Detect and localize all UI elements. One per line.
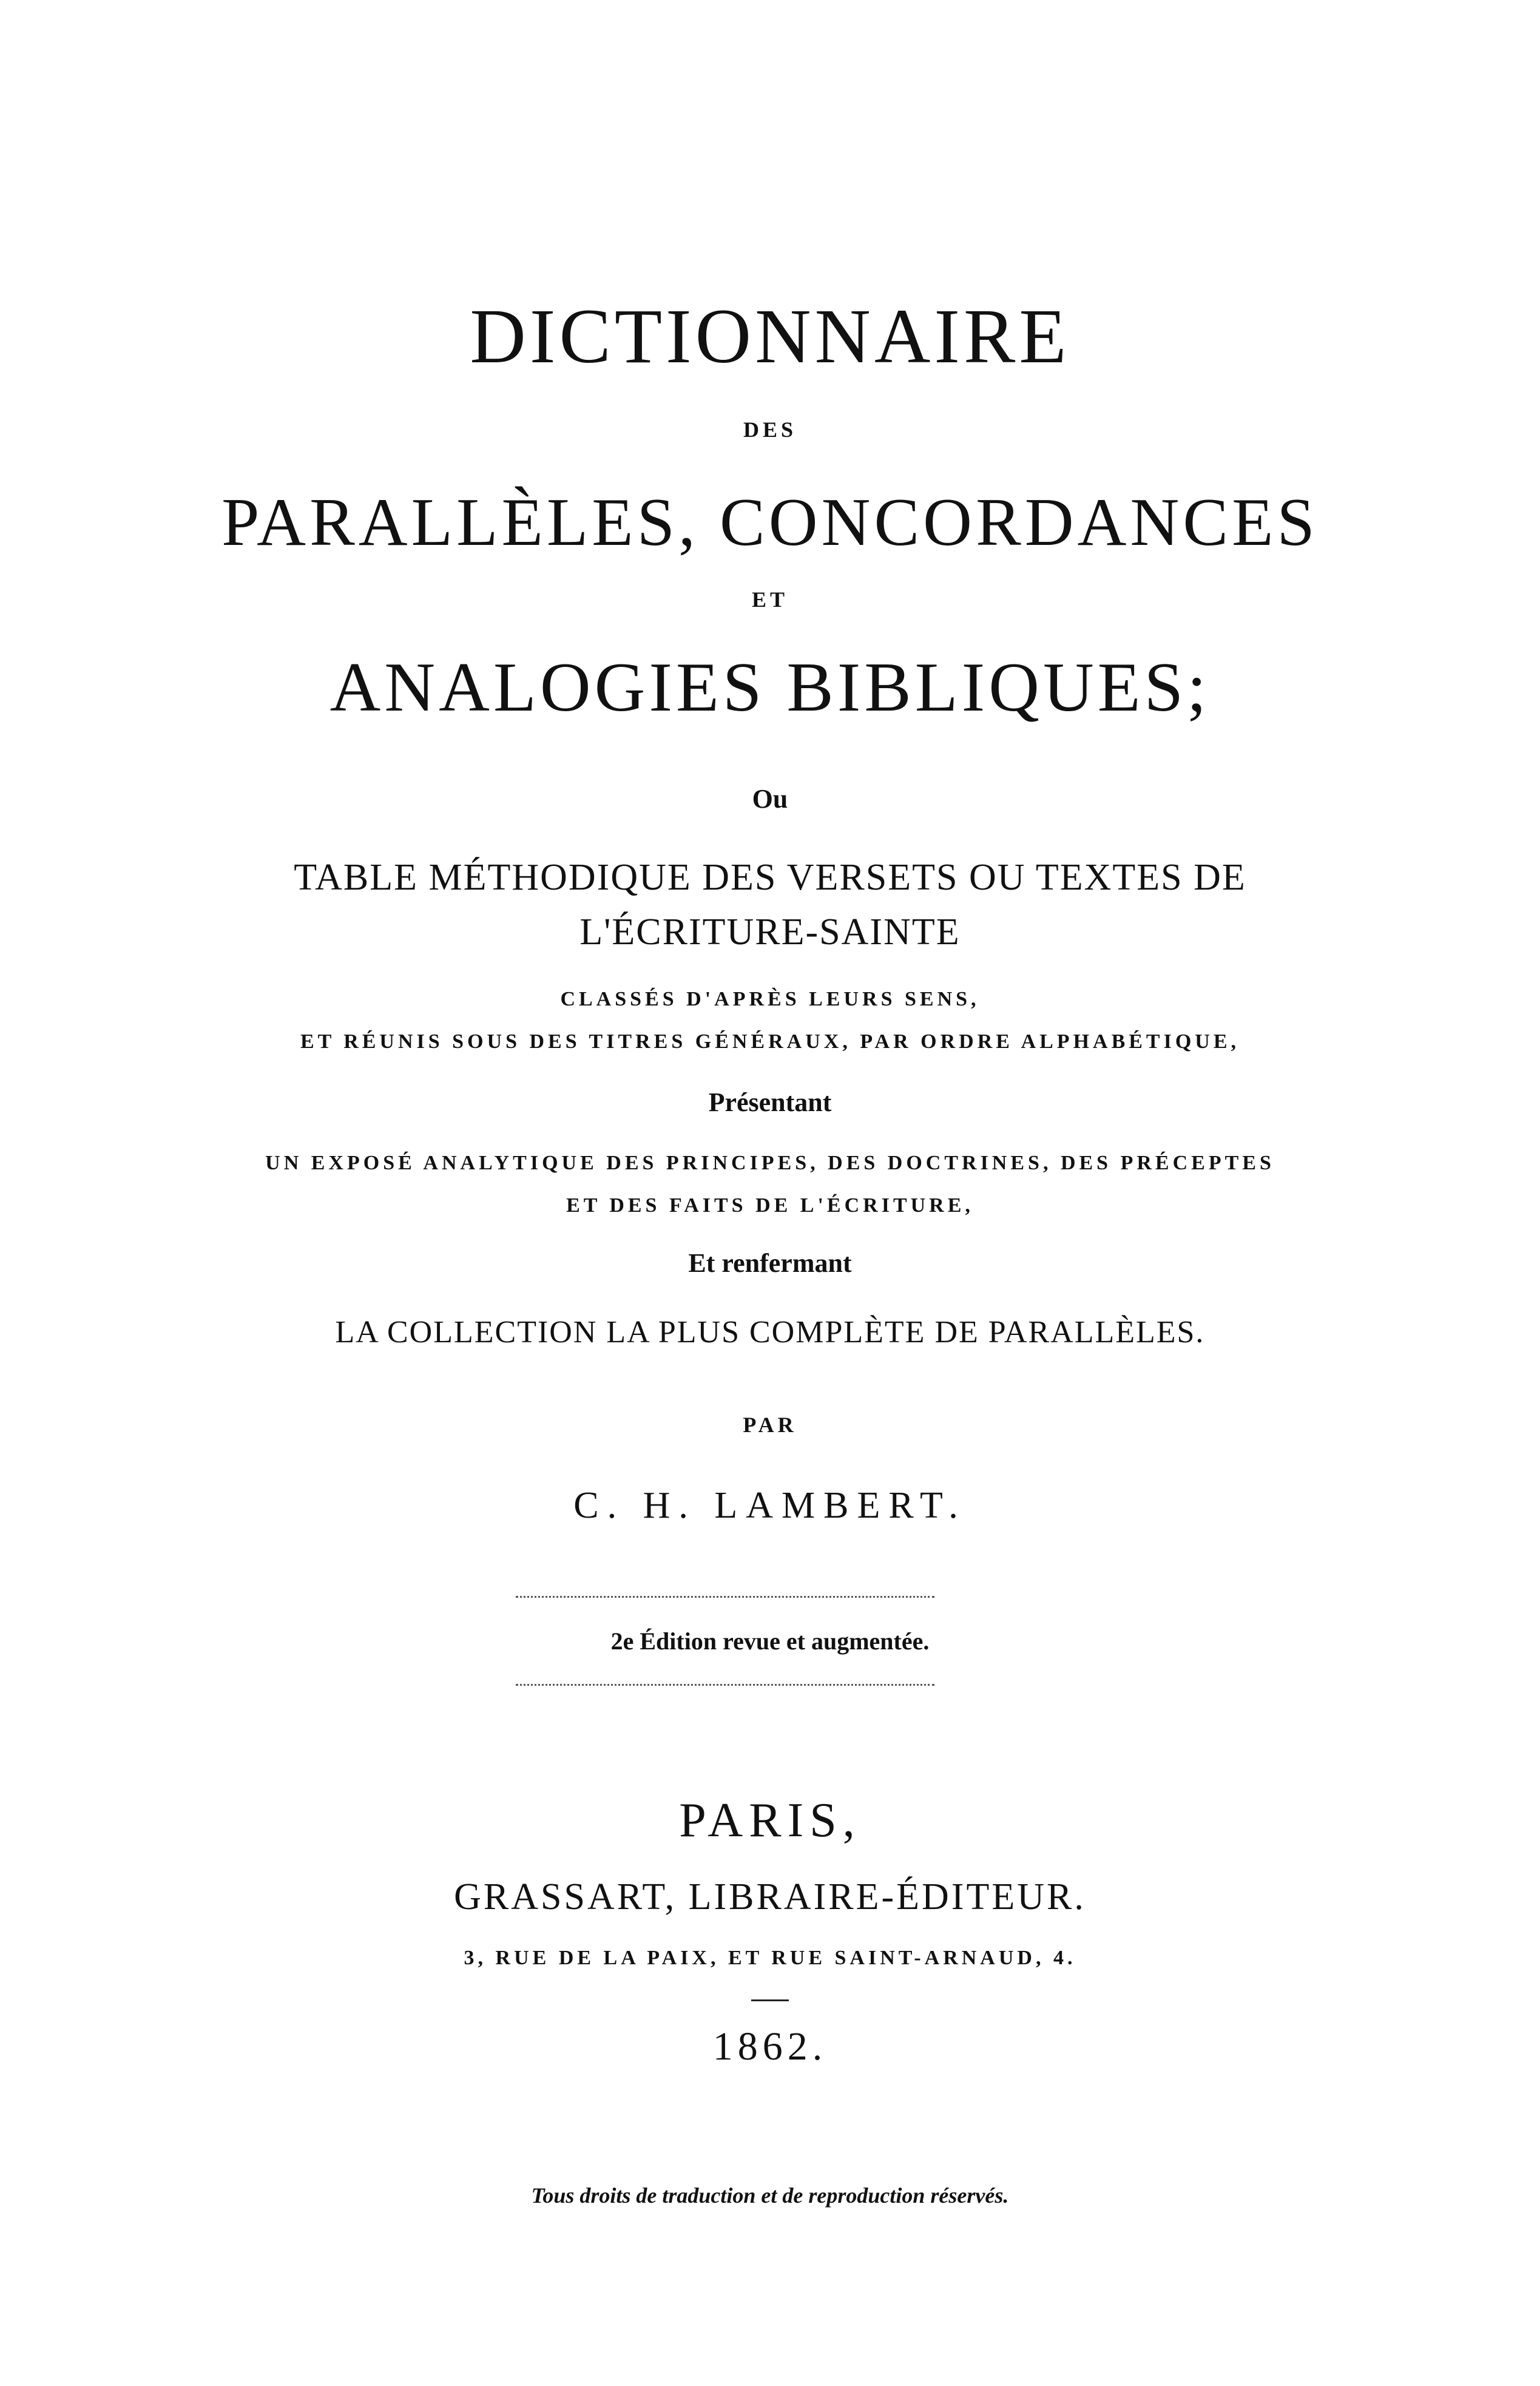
ou-label: Ou bbox=[752, 784, 788, 814]
title-line-1: DICTIONNAIRE bbox=[470, 293, 1070, 379]
classed-line-2: ET RÉUNIS SOUS DES TITRES GÉNÉRAUX, PAR ORDRE ALPHABÉTIQUE, bbox=[300, 1030, 1240, 1053]
et-renfermant-label: Et renfermant bbox=[688, 1248, 852, 1278]
city-line: PARIS, bbox=[679, 1794, 861, 1847]
edition-top-rule bbox=[516, 1596, 934, 1607]
collection-line: LA COLLECTION LA PLUS COMPLÈTE DE PARALLÈLES. bbox=[335, 1315, 1205, 1350]
subtitle-line-1: TABLE MÉTHODIQUE DES VERSETS OU TEXTES DE bbox=[294, 857, 1246, 898]
title-line-2: PARALLÈLES, CONCORDANCES bbox=[221, 485, 1319, 560]
rights-line: Tous droits de traduction et de reproduction réservés. bbox=[531, 2183, 1009, 2208]
et-label: ET bbox=[751, 587, 789, 612]
edition-bottom-rule bbox=[516, 1684, 934, 1695]
edition-line: 2e Édition revue et augmentée. bbox=[610, 1627, 930, 1655]
year-separator bbox=[751, 1999, 789, 2001]
subtitle-line-2: L'ÉCRITURE-SAINTE bbox=[579, 911, 961, 953]
address-line: 3, RUE DE LA PAIX, ET RUE SAINT-ARNAUD, 4. bbox=[464, 1947, 1076, 1969]
des-label: DES bbox=[743, 417, 797, 442]
par-label: PAR bbox=[743, 1413, 797, 1437]
expose-line-1: UN EXPOSÉ ANALYTIQUE DES PRINCIPES, DES DOCTRINES, DES PRÉCEPTES bbox=[265, 1152, 1275, 1174]
year-line: 1862. bbox=[712, 2024, 828, 2069]
author-name: C. H. LAMBERT. bbox=[573, 1485, 967, 1526]
classed-line-1: CLASSÉS D'APRÈS LEURS SENS, bbox=[560, 988, 980, 1010]
title-line-3: ANALOGIES BIBLIQUES; bbox=[329, 649, 1211, 726]
presentant-label: Présentant bbox=[708, 1087, 832, 1117]
expose-line-2: ET DES FAITS DE L'ÉCRITURE, bbox=[566, 1194, 974, 1217]
publisher-line: GRASSART, LIBRAIRE-ÉDITEUR. bbox=[454, 1876, 1086, 1918]
